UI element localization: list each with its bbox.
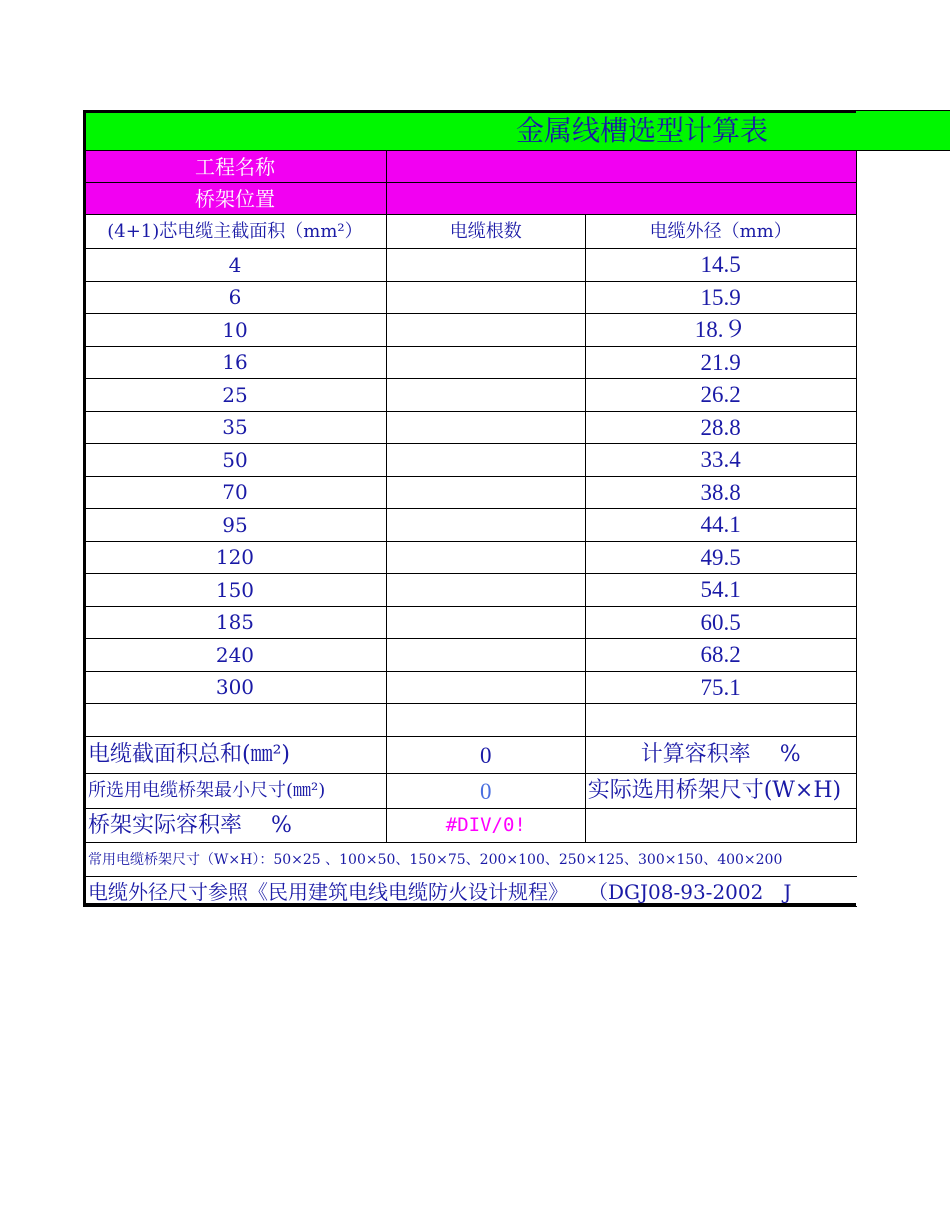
section-cell[interactable]: [84, 541, 387, 574]
project-name-input-cell[interactable]: [386, 151, 856, 183]
count-cell[interactable]: [386, 281, 585, 314]
diameter-cell[interactable]: [585, 281, 856, 314]
table-row: [84, 249, 950, 282]
tray-position-label: 桥架位置: [194, 186, 275, 211]
diameter-cell-text: 28.8: [700, 414, 741, 440]
diameter-cell-text: 18.９: [694, 317, 747, 343]
section-cell-text: 300: [215, 675, 255, 700]
diameter-cell-text: 54.1: [700, 577, 741, 603]
count-cell[interactable]: [386, 411, 585, 444]
count-cell[interactable]: [386, 606, 585, 639]
diameter-cell-text: 33.4: [700, 447, 741, 473]
actual-ratio-label-cell[interactable]: [84, 809, 387, 843]
diameter-cell-text: 68.2: [700, 642, 741, 668]
tray-position-input-cell[interactable]: [386, 183, 856, 215]
common-sizes-cell[interactable]: [84, 843, 950, 877]
min-size-label: 所选用电缆桥架最小尺寸(㎜²): [88, 780, 326, 801]
header-section-text: (4+1)芯电缆主截面积（mm²）: [107, 220, 363, 242]
diameter-cell-text: 26.2: [700, 382, 741, 408]
section-cell-text: 185: [215, 610, 255, 635]
section-cell[interactable]: [84, 249, 387, 282]
blank-cell[interactable]: [84, 704, 387, 737]
count-cell[interactable]: [386, 671, 585, 704]
total-area-value: 0: [480, 742, 492, 768]
count-cell[interactable]: [386, 509, 585, 542]
total-area-value-cell[interactable]: [386, 737, 585, 774]
min-size-value: 0: [480, 778, 492, 804]
table-row: [84, 509, 950, 542]
diameter-cell[interactable]: [585, 671, 856, 704]
diameter-cell[interactable]: [585, 249, 856, 282]
tray-position-label-cell[interactable]: [84, 183, 387, 215]
count-cell[interactable]: [386, 379, 585, 412]
diameter-cell[interactable]: [585, 346, 856, 379]
section-cell-text: 6: [228, 285, 242, 310]
count-cell[interactable]: [386, 314, 585, 347]
min-size-value-cell[interactable]: [386, 774, 585, 809]
actual-size-label-cell[interactable]: [585, 774, 856, 809]
diameter-cell-text: 15.9: [700, 284, 741, 310]
section-cell[interactable]: [84, 444, 387, 477]
diameter-cell-text: 49.5: [700, 544, 741, 570]
diameter-cell[interactable]: [585, 541, 856, 574]
diameter-cell[interactable]: [585, 606, 856, 639]
count-cell[interactable]: [386, 444, 585, 477]
blank-cell[interactable]: [386, 704, 585, 737]
diameter-cell[interactable]: [585, 639, 856, 672]
section-cell[interactable]: [84, 671, 387, 704]
header-count-text: 电缆根数: [449, 220, 522, 242]
section-cell-text: 150: [215, 577, 255, 602]
count-cell[interactable]: [386, 346, 585, 379]
sheet-title: 金属线槽选型计算表: [516, 113, 769, 147]
table-row: [84, 476, 950, 509]
table-row: [84, 314, 950, 347]
table-row: [84, 444, 950, 477]
calc-ratio-label: 计算容积率 %: [640, 742, 801, 767]
section-cell-text: 10: [222, 317, 248, 342]
section-cell-text: 4: [228, 252, 242, 277]
diameter-cell[interactable]: [585, 379, 856, 412]
section-cell-text: 95: [222, 512, 248, 537]
table-row: [84, 346, 950, 379]
section-cell[interactable]: [84, 639, 387, 672]
min-size-label-cell[interactable]: [84, 774, 387, 809]
diameter-cell[interactable]: [585, 314, 856, 347]
reference-note: 电缆外径尺寸参照《民用建筑电线电缆防火设计规程》 （DGJ08-93-2002 J: [88, 879, 792, 904]
actual-ratio-value-cell[interactable]: [386, 809, 585, 843]
table-row: [84, 411, 950, 444]
table-row: [84, 671, 950, 704]
calc-ratio-label-cell[interactable]: [585, 737, 856, 774]
cable-tray-calc-table: [83, 110, 950, 907]
diameter-cell-text: 14.5: [700, 252, 741, 278]
total-area-label-cell[interactable]: [84, 737, 387, 774]
project-name-label: 工程名称: [194, 154, 275, 179]
diameter-cell-text: 75.1: [700, 674, 741, 700]
project-name-label-cell[interactable]: [84, 151, 387, 183]
section-cell[interactable]: [84, 379, 387, 412]
common-sizes-note: 常用电缆桥架尺寸（W×H）：50×25 、100×50、150×75、200×100、250×125、300×150、400×200: [88, 851, 783, 868]
diameter-cell-text: 38.8: [700, 479, 741, 505]
diameter-cell[interactable]: [585, 476, 856, 509]
section-cell-text: 240: [215, 642, 255, 667]
count-cell[interactable]: [386, 574, 585, 607]
header-section[interactable]: [84, 215, 387, 249]
count-cell[interactable]: [386, 541, 585, 574]
actual-size-label: 实际选用桥架尺寸(W×H): [587, 778, 842, 803]
section-cell-text: 70: [222, 480, 248, 505]
section-cell[interactable]: [84, 281, 387, 314]
section-cell[interactable]: [84, 606, 387, 639]
table-row: [84, 541, 950, 574]
section-cell-text: 16: [222, 350, 248, 375]
section-cell[interactable]: [84, 411, 387, 444]
section-cell[interactable]: [84, 476, 387, 509]
diameter-cell[interactable]: [585, 574, 856, 607]
section-cell-text: 50: [222, 447, 248, 472]
actual-ratio-error: #DIV/0!: [445, 814, 526, 836]
diameter-cell[interactable]: [585, 509, 856, 542]
section-cell[interactable]: [84, 509, 387, 542]
actual-ratio-blank-cell[interactable]: [585, 809, 856, 843]
count-cell[interactable]: [386, 249, 585, 282]
section-cell-text: 35: [222, 415, 248, 440]
table-row: [84, 574, 950, 607]
table-row: [84, 639, 950, 672]
diameter-cell[interactable]: [585, 444, 856, 477]
title-cell[interactable]: [84, 111, 950, 151]
spreadsheet: [83, 110, 950, 908]
total-area-label: 电缆截面积总和(㎜²): [88, 742, 290, 767]
table-row: [84, 606, 950, 639]
reference-cell[interactable]: [84, 877, 950, 907]
header-count[interactable]: [386, 215, 585, 249]
section-cell[interactable]: [84, 314, 387, 347]
count-cell[interactable]: [386, 639, 585, 672]
diameter-cell-text: 60.5: [700, 609, 741, 635]
count-cell[interactable]: [386, 476, 585, 509]
header-diameter[interactable]: [585, 215, 856, 249]
section-cell[interactable]: [84, 346, 387, 379]
header-diameter-text: 电缆外径（mm）: [649, 220, 792, 242]
section-cell[interactable]: [84, 574, 387, 607]
table-row: [84, 379, 950, 412]
table-row: [84, 281, 950, 314]
diameter-cell-text: 44.1: [700, 512, 741, 538]
offscreen-mask: [857, 151, 950, 911]
section-cell-text: 120: [215, 545, 255, 570]
blank-cell[interactable]: [585, 704, 856, 737]
actual-ratio-label: 桥架实际容积率 %: [88, 812, 292, 838]
diameter-cell-text: 21.9: [700, 349, 741, 375]
section-cell-text: 25: [222, 382, 248, 407]
diameter-cell[interactable]: [585, 411, 856, 444]
